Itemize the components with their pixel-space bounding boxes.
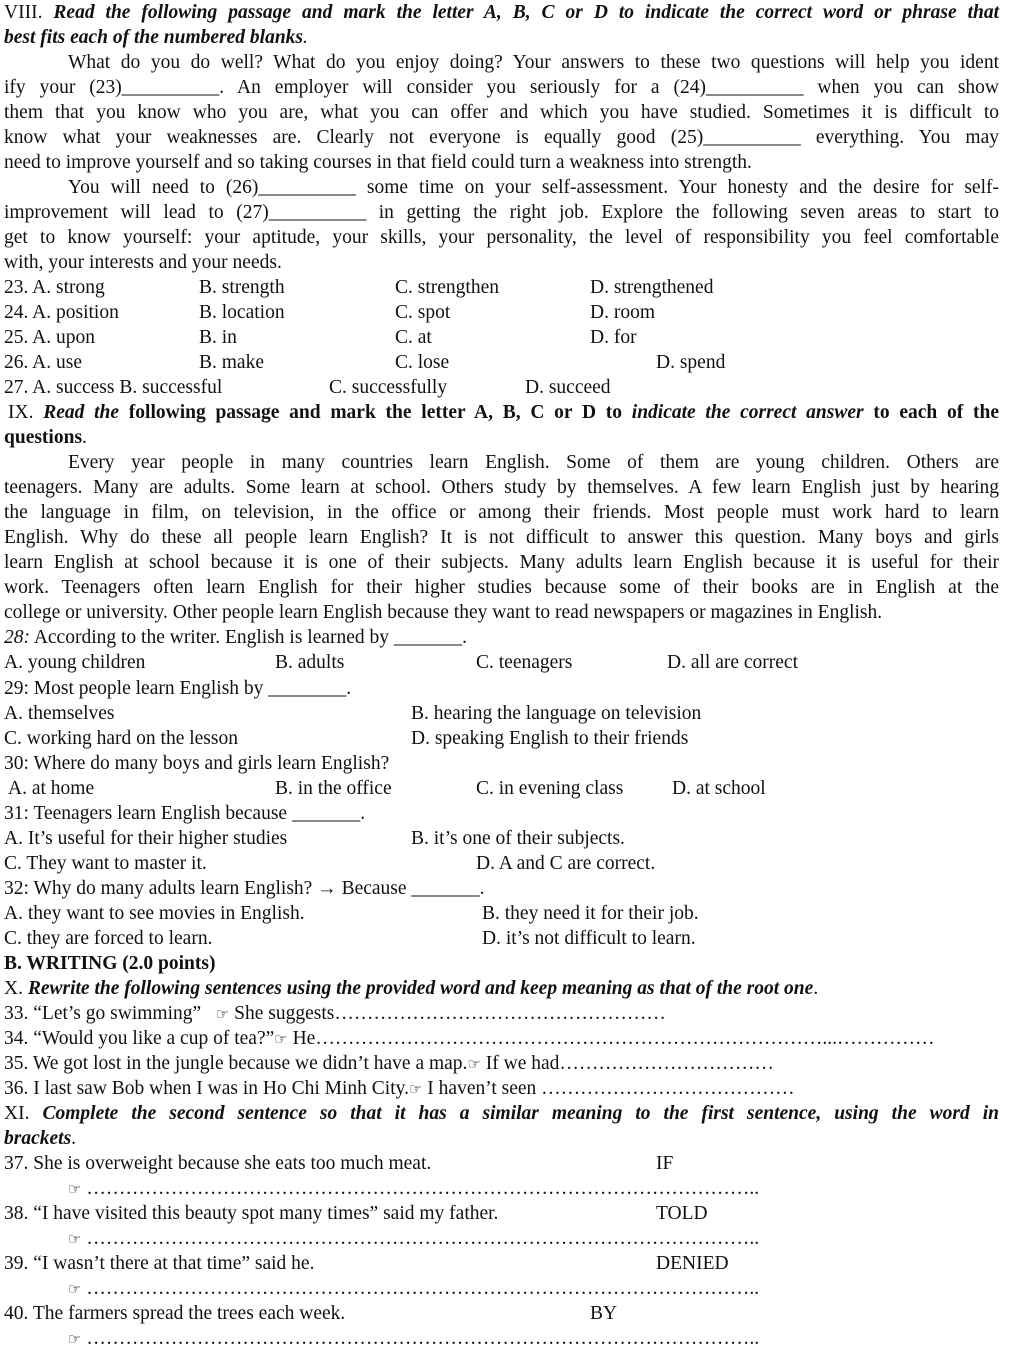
q23-option-a: 23. A. strong <box>4 277 105 298</box>
section9-passage-line: work. Teenagers often learn English for their higher studies because some of their books are in English at the <box>4 577 999 598</box>
q29-option-c: C. working hard on the lesson <box>4 728 238 749</box>
q26-option-b: B. make <box>199 352 264 373</box>
q33-answer[interactable]: She suggests…………………………………………… <box>234 1003 666 1024</box>
section9-passage-line: learn English at school because it is one of their subjects. Many adults learn English because it is useful for their <box>4 552 999 573</box>
section9-instruction-line2: questions. <box>4 427 87 448</box>
q32-option-d: D. it’s not difficult to learn. <box>482 928 696 949</box>
section8-passage-line: improvement will lead to (27)__________ in getting the right job. Explore the following seven areas to start to <box>4 202 999 223</box>
q27-option-d: D. succeed <box>525 377 611 398</box>
q38-answer-row <box>68 1226 759 1251</box>
section8-passage-line: What do you do well? What do you enjoy doing? Your answers to these two questions will help you ident <box>68 52 999 73</box>
q29-option-a: A. themselves <box>4 703 115 724</box>
pointing-hand-icon: ☞ <box>215 1005 230 1023</box>
q33-line: 33. “Let’s go swimming” ☞ She suggests…………………………………………… <box>4 1003 666 1024</box>
q34-line: 34. “Would you like a cup of tea?”☞ He……………………………………………………………………...…………… <box>4 1028 935 1049</box>
section8-passage-line: ify your (23)__________. An employer will consider you seriously for a (24)__________ when you can show <box>4 77 999 98</box>
q29-option-d: D. speaking English to their friends <box>411 728 689 749</box>
q24-option-d: D. room <box>590 302 655 323</box>
q30-option-b: B. in the office <box>275 778 392 799</box>
q29-option-b: B. hearing the language on television <box>411 703 702 724</box>
q36-line: 36. I last saw Bob when I was in Ho Chi Minh City.☞ I haven’t seen ………………………………… <box>4 1078 795 1099</box>
section11-instruction-line1: XI. Complete the second sentence so that it has a similar meaning to the first sentence, using the word in <box>4 1103 1000 1124</box>
q25-option-c: C. at <box>395 327 432 348</box>
q25-option-d: D. for <box>590 327 637 348</box>
q35-line: 35. We got lost in the jungle because we didn’t have a map.☞ If we had…………………………… <box>4 1053 774 1074</box>
q26-option-d: D. spend <box>656 352 726 373</box>
q31-question: 31: Teenagers learn English because _______. <box>4 803 366 824</box>
q28-option-a: A. young children <box>4 652 146 673</box>
q30-question: 30: Where do many boys and girls learn English? <box>4 753 390 774</box>
pointing-hand-icon: ☞ <box>68 1330 82 1348</box>
q40-answer[interactable]: ………………………………………………………………………………………….. <box>86 1328 760 1349</box>
q28-question: 28: According to the writer. English is learned by _______. <box>4 627 468 648</box>
q29-question: 29: Most people learn English by ________. <box>4 678 352 699</box>
q37-sentence: 37. She is overweight because she eats too much meat. <box>4 1153 432 1174</box>
q32-option-c: C. they are forced to learn. <box>4 928 213 949</box>
q23-option-d: D. strengthened <box>590 277 714 298</box>
q38-sentence: 38. “I have visited this beauty spot many times” said my father. <box>4 1203 499 1224</box>
q32-question: 32: Why do many adults learn English? → Because _______. <box>4 878 485 899</box>
q38-answer[interactable]: ………………………………………………………………………………………….. <box>86 1228 760 1249</box>
section8-passage-line: get to know yourself: your aptitude, your skills, your personality, the level of responsibility you feel comfortable <box>4 227 999 248</box>
pointing-hand-icon: ☞ <box>68 1180 82 1198</box>
q24-option-c: C. spot <box>395 302 451 323</box>
q30-option-a: A. at home <box>8 778 95 799</box>
q23-option-c: C. strengthen <box>395 277 499 298</box>
q24-option-a: 24. A. position <box>4 302 119 323</box>
q40-keyword: BY <box>590 1303 618 1324</box>
section8-passage-line: them that you know who you are, what you can offer and which you have studied. Sometimes it is difficult to <box>4 102 999 123</box>
section9-passage-line: Every year people in many countries learn English. Some of them are young children. Others are <box>68 452 999 473</box>
q35-answer[interactable]: If we had…………………………… <box>485 1053 774 1074</box>
q36-answer[interactable]: I haven’t seen ………………………………… <box>427 1078 795 1099</box>
q30-option-c: C. in evening class <box>476 778 624 799</box>
q28-option-b: B. adults <box>275 652 345 673</box>
section8-instruction-line1: VIII. Read the following passage and mark the letter A, B, C or D to indicate the correct word or phrase that <box>4 2 999 23</box>
section8-passage-line: need to improve yourself and so taking courses in that field could turn a weakness into strength. <box>4 152 752 173</box>
section11-instruction-line2: brackets. <box>4 1128 77 1149</box>
section9-passage-line: teenagers. Many are adults. Some learn at school. Others study by themselves. A few learn English just by hearing <box>4 477 999 498</box>
q31-option-b: B. it’s one of their subjects. <box>411 828 625 849</box>
q27-option-ab: 27. A. success B. successful <box>4 377 223 398</box>
q31-option-d: D. A and C are correct. <box>476 853 656 874</box>
q28-option-d: D. all are correct <box>667 652 798 673</box>
q23-option-b: B. strength <box>199 277 285 298</box>
q24-option-b: B. location <box>199 302 285 323</box>
section10-instruction: X. Rewrite the following sentences using the provided word and keep meaning as that of the root one. <box>4 978 819 999</box>
q31-option-c: C. They want to master it. <box>4 853 207 874</box>
section8-passage-line: know what your weaknesses are. Clearly not everyone is equally good (25)__________ everything. You may <box>4 127 999 148</box>
q40-sentence: 40. The farmers spread the trees each week. <box>4 1303 346 1324</box>
q39-answer[interactable]: ………………………………………………………………………………………….. <box>86 1278 760 1299</box>
q34-answer[interactable]: He……………………………………………………………………...…………… <box>292 1028 935 1049</box>
q37-answer-row <box>68 1176 759 1201</box>
section9-instruction-line1: IX. Read the following passage and mark the letter A, B, C or D to indicate the correct answer to each of the <box>8 402 999 423</box>
q25-option-b: B. in <box>199 327 237 348</box>
pointing-hand-icon: ☞ <box>68 1280 82 1298</box>
section9-passage-line: English. Why do these all people learn English? It is not difficult to answer this question. Many boys and girls <box>4 527 999 548</box>
pointing-hand-icon: ☞ <box>467 1055 481 1073</box>
q37-keyword: IF <box>656 1153 674 1174</box>
section8-instruction-line2: best fits each of the numbered blanks. <box>4 27 308 48</box>
q26-option-c: C. lose <box>395 352 450 373</box>
q26-option-a: 26. A. use <box>4 352 82 373</box>
q30-option-d: D. at school <box>672 778 766 799</box>
section9-passage-line: college or university. Other people learn English because they want to read newspapers or magazines in English. <box>4 602 883 623</box>
pointing-hand-icon: ☞ <box>408 1080 423 1098</box>
q38-keyword: TOLD <box>656 1203 708 1224</box>
q31-option-a: A. It’s useful for their higher studies <box>4 828 288 849</box>
q28-option-c: C. teenagers <box>476 652 573 673</box>
writing-heading: B. WRITING (2.0 points) <box>4 953 216 974</box>
q40-answer-row <box>68 1326 759 1351</box>
section8-passage-line: You will need to (26)__________ some time on your self-assessment. Your honesty and the desire for self- <box>68 177 999 198</box>
section8-passage-line: with, your interests and your needs. <box>4 252 282 273</box>
pointing-hand-icon: ☞ <box>68 1230 82 1248</box>
q39-answer-row <box>68 1276 759 1301</box>
q37-answer[interactable]: ………………………………………………………………………………………….. <box>86 1178 760 1199</box>
q27-option-c: C. successfully <box>329 377 448 398</box>
q39-sentence: 39. “I wasn’t there at that time” said he. <box>4 1253 315 1274</box>
q32-option-a: A. they want to see movies in English. <box>4 903 305 924</box>
q25-option-a: 25. A. upon <box>4 327 96 348</box>
q39-keyword: DENIED <box>656 1253 729 1274</box>
pointing-hand-icon: ☞ <box>274 1030 288 1048</box>
q32-option-b: B. they need it for their job. <box>482 903 699 924</box>
section9-passage-line: the language in film, on television, in the office or among their friends. Most people must work hard to learn <box>4 502 999 523</box>
